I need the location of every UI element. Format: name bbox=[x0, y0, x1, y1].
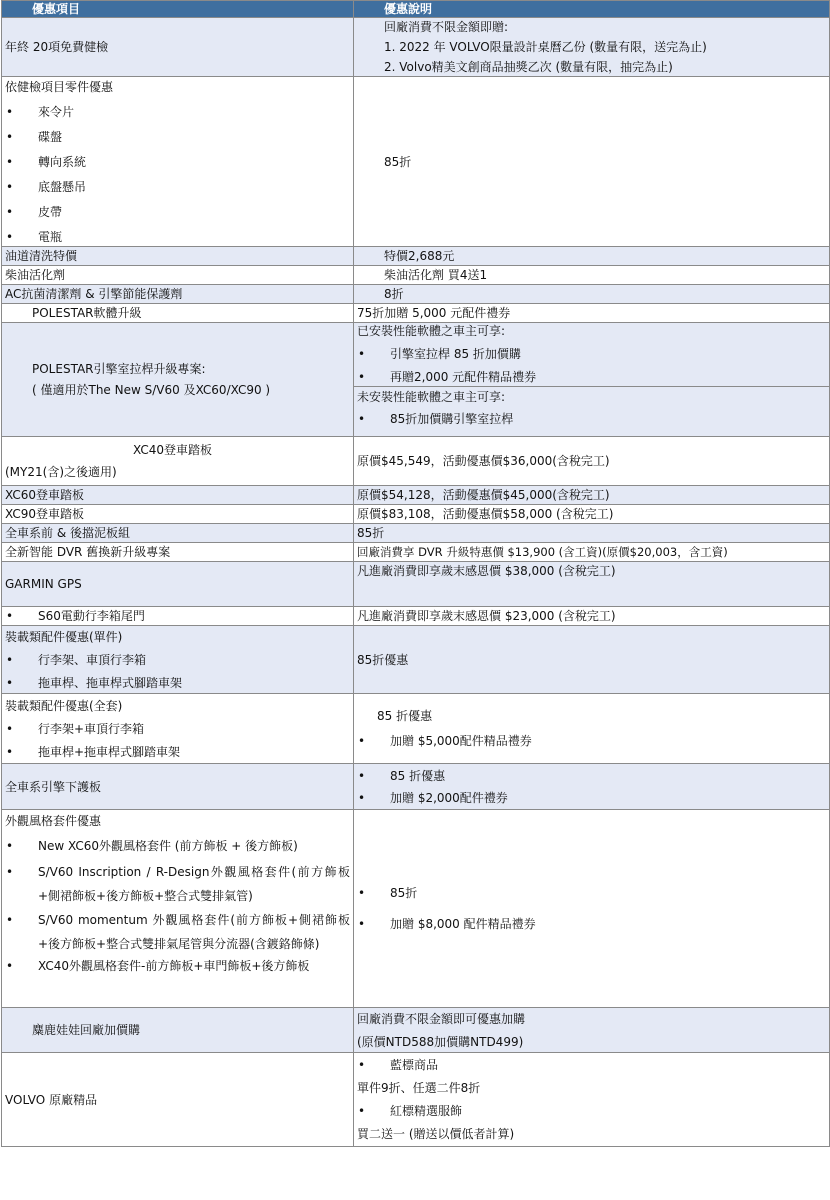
item-cell: 裝載類配件優惠(單件) • 行李架、車頂行李箱 • 拖車桿、拖車桿式腳踏車架 bbox=[2, 626, 354, 694]
item-cell: 外觀風格套件優惠 • New XC60外觀風格套件 (前方飾板 + 後方飾板) • S/V60 Inscription / R-Design外觀風格套件(前方飾板+側裙飾板+後方飾板+整合式雙排氣管) • S/V60 momentum 外觀風格套件(前方飾板+側裙飾板+後方飾板+整合式雙排氣尾管與分流器(含鍍鉻飾條) • XC40外觀風格套件-前方飾板+車門飾板+後方飾板 bbox=[2, 810, 354, 1008]
table-row bbox=[2, 764, 830, 810]
list-item: • 加贈 $8,000 配件精品禮券 bbox=[357, 916, 826, 932]
list-item: • 85 折優惠 bbox=[357, 768, 826, 784]
list-item: • 拖車桿+拖車桿式腳踏車架 bbox=[5, 744, 350, 760]
description-cell: 85折優惠 bbox=[354, 626, 830, 694]
table-header-row bbox=[2, 1, 830, 18]
item-cell: 油道清洗特價 bbox=[2, 247, 354, 266]
list-item: • 紅標精選服飾 bbox=[357, 1103, 826, 1119]
item-cell: 年終 20項免費健檢 bbox=[2, 18, 354, 77]
item-cell bbox=[2, 607, 354, 626]
table-row bbox=[2, 810, 830, 1008]
description-cell: 原價$83,108，活動優惠價$58,000 (含稅完工) bbox=[354, 505, 830, 524]
item-cell: 裝載類配件優惠(全套) • 行李架+車頂行李箱 • 拖車桿+拖車桿式腳踏車架 bbox=[2, 694, 354, 764]
item-cell: POLESTAR引擎室拉桿升級專案: ( 僅適用於The New S/V60 及XC60/XC90 ) bbox=[2, 323, 354, 437]
description-cell: 特價2,688元 bbox=[354, 247, 830, 266]
description-cell: 凡進廠消費即享歲末感恩價 $38,000 (含稅完工) bbox=[354, 562, 830, 607]
item-cell: 柴油活化劑 bbox=[2, 266, 354, 285]
description-cell: 8折 bbox=[354, 285, 830, 304]
table-row bbox=[2, 486, 830, 505]
description-cell bbox=[354, 764, 830, 810]
table-row bbox=[2, 247, 830, 266]
description-cell: 原價$54,128，活動優惠價$45,000(含稅完工) bbox=[354, 486, 830, 505]
list-item: • 加贈 $2,000配件禮券 bbox=[357, 790, 826, 806]
item-cell: VOLVO 原廠精品 bbox=[2, 1053, 354, 1147]
table-row bbox=[2, 607, 830, 626]
list-item: • 轉向系統 bbox=[5, 154, 350, 170]
promotion-table bbox=[1, 0, 830, 1147]
list-item: • 加贈 $5,000配件精品禮券 bbox=[357, 733, 826, 749]
table-row bbox=[2, 505, 830, 524]
table-row bbox=[2, 524, 830, 543]
table-row bbox=[2, 285, 830, 304]
list-item: • 行李架+車頂行李箱 bbox=[5, 721, 350, 737]
list-item: • S/V60 Inscription / R-Design外觀風格套件(前方飾板+側裙飾板+後方飾板+整合式雙排氣管) bbox=[5, 860, 350, 908]
table-row bbox=[2, 323, 830, 437]
description-cell: 75折加贈 5,000 元配件禮券 bbox=[354, 304, 830, 323]
list-item: • 85折 bbox=[357, 885, 826, 901]
table-row bbox=[2, 304, 830, 323]
table-row bbox=[2, 77, 830, 247]
table-row bbox=[2, 266, 830, 285]
description-cell: 原價$45,549，活動優惠價$36,000(含稅完工) bbox=[354, 437, 830, 486]
description-cell bbox=[354, 810, 830, 1008]
table-row bbox=[2, 1053, 830, 1147]
list-item: • 行李架、車頂行李箱 bbox=[5, 652, 350, 668]
item-cell: XC60登車踏板 bbox=[2, 486, 354, 505]
list-item: • S/V60 momentum 外觀風格套件(前方飾板+側裙飾板+後方飾板+整合式雙排氣尾管與分流器(含鍍鉻飾條) bbox=[5, 908, 350, 956]
column-header-item: 優惠項目 bbox=[2, 1, 354, 18]
list-item: • XC40外觀風格套件-前方飾板+車門飾板+後方飾板 bbox=[5, 958, 350, 974]
description-cell: 85折 bbox=[354, 524, 830, 543]
item-cell: 全車系前 & 後擋泥板組 bbox=[2, 524, 354, 543]
table-row bbox=[2, 626, 830, 694]
list-item: • 再贈2,000 元配件精品禮券 bbox=[357, 369, 826, 385]
table-row bbox=[2, 18, 830, 77]
list-item: • S60電動行李箱尾門 bbox=[5, 608, 350, 624]
item-cell: GARMIN GPS bbox=[2, 562, 354, 607]
description-cell: 柴油活化劑 買4送1 bbox=[354, 266, 830, 285]
item-cell: 麋鹿娃娃回廠加價購 bbox=[2, 1008, 354, 1053]
table-row bbox=[2, 1008, 830, 1053]
description-cell: 85 折優惠 • 加贈 $5,000配件精品禮券 bbox=[354, 694, 830, 764]
table-row bbox=[2, 543, 830, 562]
table-row bbox=[2, 562, 830, 607]
table-row bbox=[2, 437, 830, 486]
item-cell: POLESTAR軟體升級 bbox=[2, 304, 354, 323]
column-header-description: 優惠說明 bbox=[354, 1, 830, 18]
item-cell: 依健檢項目零件優惠 • 來令片 • 碟盤 • 轉向系統 • 底盤懸吊 • 皮帶 • 電瓶 bbox=[2, 77, 354, 247]
description-cell: • 藍標商品 單件9折、任選二件8折 • 紅標精選服飾 買二送一 (贈送以價低者計算) bbox=[354, 1053, 830, 1147]
list-item: • 皮帶 bbox=[5, 204, 350, 220]
description-cell: 回廠消費享 DVR 升級特惠價 $13,900 (含工資)(原價$20,003，含工資) bbox=[354, 543, 830, 562]
list-item: • 拖車桿、拖車桿式腳踏車架 bbox=[5, 675, 350, 691]
table-row bbox=[2, 694, 830, 764]
list-item: • 藍標商品 bbox=[357, 1057, 826, 1073]
item-cell: XC90登車踏板 bbox=[2, 505, 354, 524]
item-cell: AC抗菌清潔劑 & 引擎節能保護劑 bbox=[2, 285, 354, 304]
item-cell: 全車系引擎下護板 bbox=[2, 764, 354, 810]
list-item: • 85折加價購引擎室拉桿 bbox=[357, 411, 826, 427]
list-item: • New XC60外觀風格套件 (前方飾板 + 後方飾板) bbox=[5, 838, 350, 854]
list-item: • 碟盤 bbox=[5, 129, 350, 145]
description-cell: 回廠消費不限金額即贈: 1. 2022 年 VOLVO限量設計桌曆乙份 (數量有限，送完為止) 2. Volvo精美文創商品抽獎乙次 (數量有限，抽完為止) bbox=[354, 18, 830, 77]
description-cell: 已安裝性能軟體之車主可享: • 引擎室拉桿 85 折加價購 • 再贈2,000 元配件精品禮券 未安裝性能軟體之車主可享: • 85折加價購引擎室拉桿 bbox=[354, 323, 830, 437]
item-cell: XC40登車踏板 (MY21(含)之後適用) bbox=[2, 437, 354, 486]
list-item: • 電瓶 bbox=[5, 229, 350, 245]
description-cell: 回廠消費不限金額即可優惠加購 (原價NTD588加價購NTD499) bbox=[354, 1008, 830, 1053]
list-item: • 引擎室拉桿 85 折加價購 bbox=[357, 346, 826, 362]
list-item: • 來令片 bbox=[5, 104, 350, 120]
list-item: • 底盤懸吊 bbox=[5, 179, 350, 195]
description-cell: 85折 bbox=[354, 77, 830, 247]
item-cell: 全新智能 DVR 舊換新升級專案 bbox=[2, 543, 354, 562]
description-cell: 凡進廠消費即享歲末感恩價 $23,000 (含稅完工) bbox=[354, 607, 830, 626]
